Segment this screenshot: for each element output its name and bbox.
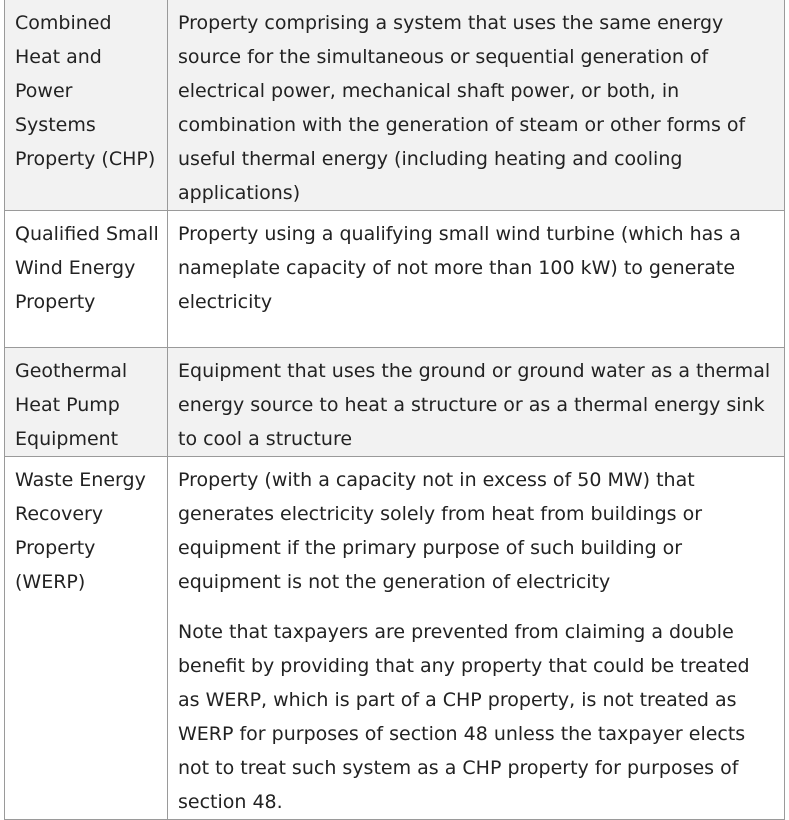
- term-cell: Waste Energy Recovery Property (WERP): [5, 457, 168, 820]
- description-cell: [168, 457, 785, 820]
- term-cell: Combined Heat and Power Systems Property (CHP): [5, 0, 168, 211]
- energy-property-table: [4, 0, 785, 820]
- table-row-geothermal: [5, 348, 785, 457]
- table-row-chp: [5, 0, 785, 211]
- description-paragraph: Property comprising a system that uses the same energy source for the simultaneous or sequential generation of electrical power, mechanical shaft power, or both, in combination with the generation of steam or other forms of useful thermal energy (including heating and cooling applications): [178, 12, 746, 204]
- energy-property-table-container: [4, 0, 784, 820]
- table-row-small-wind: [5, 211, 785, 348]
- description-note-paragraph: Note that taxpayers are prevented from claiming a double benefit by providing that any property that could be treated as WERP, which is part of a CHP property, is not treated as WERP for purposes of section 48 unless the taxpayer elects not to treat such system as a CHP property for purposes of section 48.: [178, 621, 750, 813]
- term-cell: Qualified Small Wind Energy Property: [5, 211, 168, 348]
- description-paragraph: Property using a qualifying small wind turbine (which has a nameplate capacity of not more than 100 kW) to generate electricity: [178, 223, 741, 313]
- term-cell: Geothermal Heat Pump Equipment: [5, 348, 168, 457]
- table-row-werp: [5, 457, 785, 820]
- description-paragraph: Equipment that uses the ground or ground water as a thermal energy source to heat a structure or as a thermal energy sink to cool a structure: [178, 360, 771, 450]
- description-cell: [168, 348, 785, 457]
- description-paragraph: Property (with a capacity not in excess of 50 MW) that generates electricity solely from heat from buildings or equipment if the primary purpose of such building or equipment is not the generation of electricity: [178, 469, 703, 593]
- description-cell: [168, 0, 785, 211]
- description-cell: [168, 211, 785, 348]
